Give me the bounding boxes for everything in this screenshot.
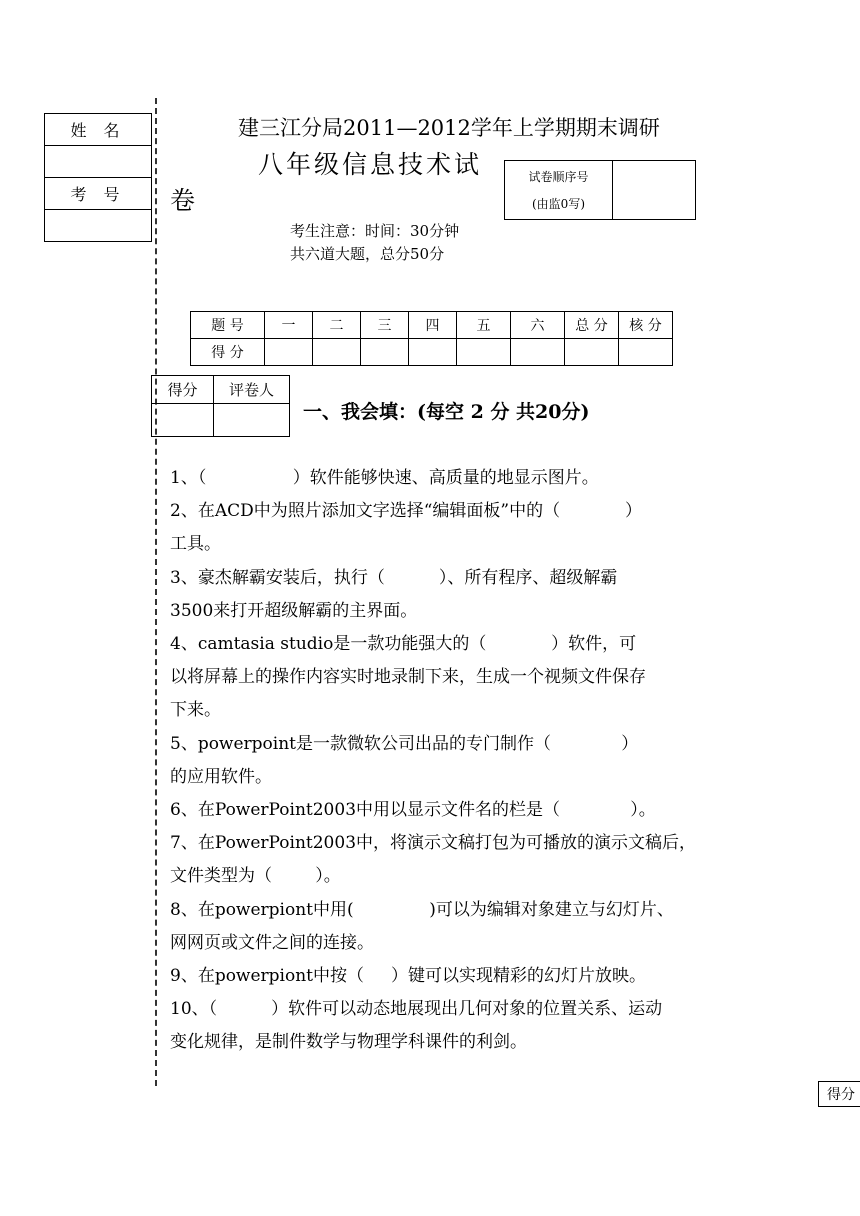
exam-number-label: 考 号 xyxy=(45,178,151,210)
exam-subtitle: 八年级信息技术试 xyxy=(258,150,483,179)
question-line: 2、在ACD中为照片添加文字选择“编辑面板”中的（ ） xyxy=(170,501,642,522)
question-line: 10、（ ）软件可以动态地展现出几何对象的位置关系、运动 xyxy=(170,999,663,1020)
paper-order-box xyxy=(504,160,696,220)
question-line: 的应用软件。 xyxy=(170,766,272,787)
score-cell[interactable] xyxy=(313,339,361,366)
question-line: 9、在powerpiont中按（ ）键可以实现精彩的幻灯片放映。 xyxy=(170,966,647,987)
question-line: 变化规律，是制件数学与物理学科课件的利剑。 xyxy=(170,1032,527,1053)
notice-time: 考生注意：时间：30分钟 xyxy=(290,222,460,240)
score-cell[interactable] xyxy=(511,339,565,366)
name-label: 姓 名 xyxy=(45,114,151,146)
question-line: 3、豪杰解霸安装后，执行（ ）、所有程序、超级解霸 xyxy=(170,567,618,588)
score-row-label: 得 分 xyxy=(191,339,265,366)
score-header-cell: 一 xyxy=(265,312,313,339)
grader-box xyxy=(151,375,290,437)
score-header-cell: 六 xyxy=(511,312,565,339)
question-line: 5、powerpoint是一款微软公司出品的专门制作（ ） xyxy=(170,733,639,754)
score-table-header-row xyxy=(191,312,673,339)
score-header-cell: 二 xyxy=(313,312,361,339)
paper-order-field[interactable] xyxy=(613,161,695,219)
exam-title: 建三江分局2011—2012学年上学期期末调研 xyxy=(238,116,660,140)
question-line: 网网页或文件之间的连接。 xyxy=(170,932,374,953)
notice-total: 共六道大题，总分50分 xyxy=(290,245,445,263)
next-section-score-box: 得分 xyxy=(818,1081,860,1107)
score-cell[interactable] xyxy=(457,339,511,366)
grader-name-field[interactable] xyxy=(214,404,290,437)
question-line: 文件类型为（ ）。 xyxy=(170,866,341,887)
question-line: 1、（ ）软件能够快速、高质量的地显示图片。 xyxy=(170,468,599,488)
question-line: 3500来打开超级解霸的主界面。 xyxy=(170,600,418,621)
question-line: 下来。 xyxy=(170,700,221,721)
score-cell[interactable] xyxy=(361,339,409,366)
grader-name-label: 评卷人 xyxy=(214,376,290,404)
binding-dashed-line xyxy=(155,98,157,1086)
question-line: 工具。 xyxy=(170,534,221,555)
paper-order-label xyxy=(505,161,613,219)
question-line: 6、在PowerPoint2003中用以显示文件名的栏是（ ）。 xyxy=(170,800,656,821)
name-field[interactable] xyxy=(45,146,151,178)
score-header-cell: 总 分 xyxy=(565,312,619,339)
score-cell[interactable] xyxy=(565,339,619,366)
score-header-cell: 三 xyxy=(361,312,409,339)
score-table-score-row xyxy=(191,339,673,366)
score-header-cell: 题 号 xyxy=(191,312,265,339)
exam-number-field[interactable] xyxy=(45,210,151,241)
score-header-cell: 核 分 xyxy=(619,312,673,339)
paper-order-label-line2: (由监0写) xyxy=(532,197,585,211)
grader-score-label: 得分 xyxy=(152,376,214,404)
question-line: 7、在PowerPoint2003中，将演示文稿打包为可播放的演示文稿后， xyxy=(170,833,697,854)
exam-notice xyxy=(290,220,459,266)
score-table xyxy=(190,311,673,366)
question-line: 8、在powerpiont中用( )可以为编辑对象建立与幻灯片、 xyxy=(170,899,674,920)
question-list xyxy=(170,462,810,1060)
score-header-cell: 四 xyxy=(409,312,457,339)
score-cell[interactable] xyxy=(409,339,457,366)
grader-score-field[interactable] xyxy=(152,404,214,437)
score-cell[interactable] xyxy=(619,339,673,366)
exam-subtitle-tail: 卷 xyxy=(170,186,196,215)
question-line: 以将屏幕上的操作内容实时地录制下来，生成一个视频文件保存 xyxy=(170,667,646,688)
student-info-box xyxy=(44,113,152,242)
question-line: 4、camtasia studio是一款功能强大的（ ）软件，可 xyxy=(170,634,637,655)
paper-order-label-line1: 试卷顺序号 xyxy=(528,170,589,184)
score-cell[interactable] xyxy=(265,339,313,366)
score-header-cell: 五 xyxy=(457,312,511,339)
section-1-title: 一、我会填：(每空 2 分 共20分) xyxy=(303,401,590,423)
